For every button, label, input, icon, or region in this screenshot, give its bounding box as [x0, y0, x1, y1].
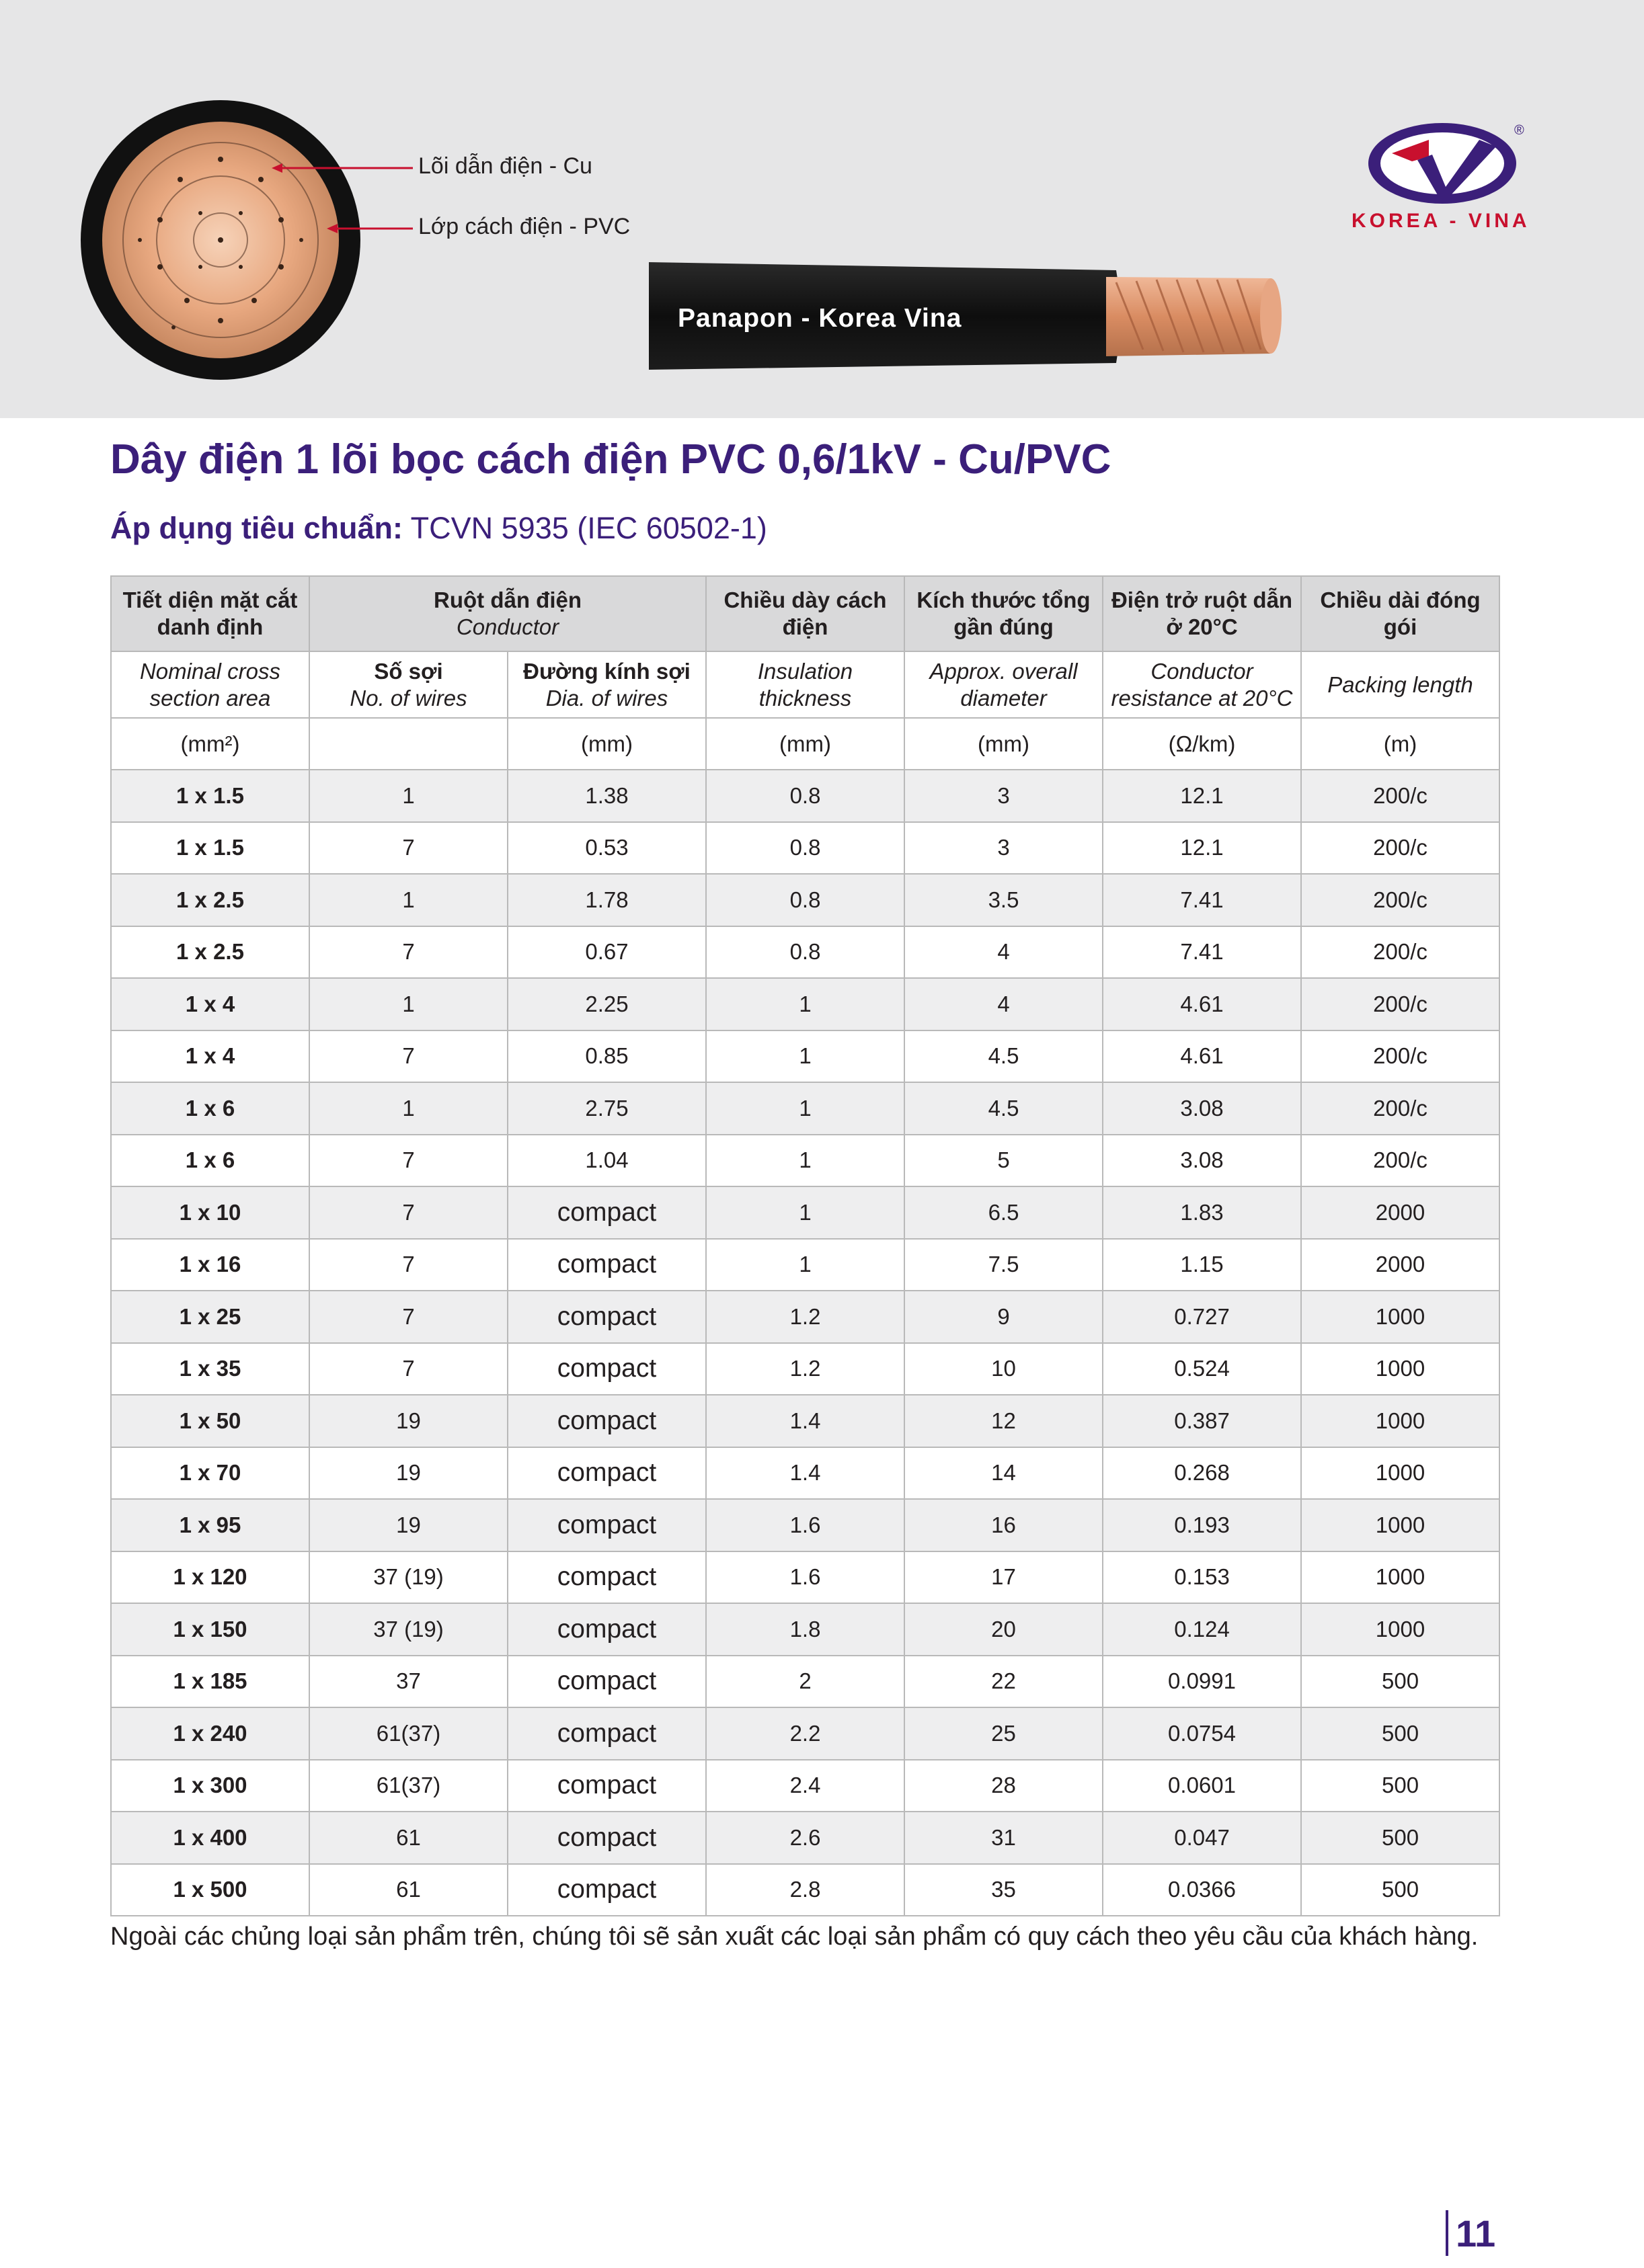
header-row [111, 576, 1499, 651]
cell-no-wires: 7 [309, 1186, 508, 1239]
cell-packing: 500 [1301, 1656, 1499, 1708]
cell-insulation: 2.6 [706, 1812, 904, 1864]
cell-no-wires: 61(37) [309, 1707, 508, 1760]
cell-diameter: 6.5 [904, 1186, 1103, 1239]
table-row [111, 1707, 1499, 1760]
table-row [111, 1135, 1499, 1187]
table-row [111, 770, 1499, 822]
units-row [111, 718, 1499, 770]
callout-insulation-label: Lớp cách điện - PVC [418, 214, 631, 239]
cell-dia-wires: compact [508, 1760, 706, 1812]
cell-diameter: 31 [904, 1812, 1103, 1864]
cell-packing: 1000 [1301, 1447, 1499, 1500]
table-row [111, 1343, 1499, 1395]
table-row [111, 1499, 1499, 1551]
cell-dia-wires: compact [508, 1291, 706, 1343]
cell-diameter: 28 [904, 1760, 1103, 1812]
table-row [111, 1812, 1499, 1864]
cell-dia-wires: 1.78 [508, 874, 706, 926]
cell-resistance: 7.41 [1103, 926, 1301, 979]
cell-packing: 1000 [1301, 1603, 1499, 1656]
cell-cross-section: 1 x 25 [111, 1291, 309, 1343]
table-row [111, 1186, 1499, 1239]
cell-diameter: 35 [904, 1864, 1103, 1916]
cell-insulation: 1 [706, 1239, 904, 1291]
cell-resistance: 0.524 [1103, 1343, 1301, 1395]
cell-cross-section: 1 x 120 [111, 1551, 309, 1604]
cell-dia-wires: compact [508, 1864, 706, 1916]
cell-diameter: 22 [904, 1656, 1103, 1708]
cell-no-wires: 7 [309, 1030, 508, 1083]
cell-diameter: 4.5 [904, 1082, 1103, 1135]
callout-pointers [0, 0, 471, 269]
table-row [111, 1656, 1499, 1708]
subheader-no-wires [309, 651, 508, 718]
table-row [111, 1447, 1499, 1500]
table-row [111, 1239, 1499, 1291]
cell-diameter: 4.5 [904, 1030, 1103, 1083]
unit-cell: (Ω/km) [1103, 718, 1301, 770]
cell-cross-section: 1 x 4 [111, 1030, 309, 1083]
cell-packing: 200/c [1301, 822, 1499, 875]
cell-resistance: 3.08 [1103, 1135, 1301, 1187]
cell-no-wires: 7 [309, 822, 508, 875]
cell-cross-section: 1 x 2.5 [111, 874, 309, 926]
cell-packing: 2000 [1301, 1239, 1499, 1291]
spec-table [110, 575, 1500, 1916]
header-resistance: Điện trở ruột dẫn ở 20°C [1103, 576, 1301, 651]
header-conductor-vi: Ruột dẫn điện [434, 588, 582, 612]
cell-resistance: 0.0754 [1103, 1707, 1301, 1760]
cell-insulation: 1 [706, 978, 904, 1030]
cell-packing: 500 [1301, 1864, 1499, 1916]
cell-no-wires: 19 [309, 1499, 508, 1551]
cell-packing: 1000 [1301, 1343, 1499, 1395]
cell-resistance: 3.08 [1103, 1082, 1301, 1135]
cell-dia-wires: compact [508, 1499, 706, 1551]
cell-dia-wires: 0.85 [508, 1030, 706, 1083]
table-row [111, 978, 1499, 1030]
cell-no-wires: 1 [309, 978, 508, 1030]
standard-line [110, 511, 767, 546]
subheader-resistance-text: Conductor resistance at 20°C [1111, 658, 1293, 711]
cell-no-wires: 7 [309, 1135, 508, 1187]
cell-insulation: 0.8 [706, 822, 904, 875]
cell-packing: 200/c [1301, 978, 1499, 1030]
cell-diameter: 5 [904, 1135, 1103, 1187]
cell-packing: 200/c [1301, 874, 1499, 926]
cell-cross-section: 1 x 150 [111, 1603, 309, 1656]
registered-mark: ® [1514, 123, 1524, 138]
header-diameter: Kích thước tổng gần đúng [904, 576, 1103, 651]
cell-cross-section: 1 x 6 [111, 1135, 309, 1187]
cell-packing: 2000 [1301, 1186, 1499, 1239]
cell-insulation: 2.4 [706, 1760, 904, 1812]
cell-resistance: 7.41 [1103, 874, 1301, 926]
cell-insulation: 2.8 [706, 1864, 904, 1916]
cell-resistance: 4.61 [1103, 1030, 1301, 1083]
cell-dia-wires: compact [508, 1239, 706, 1291]
subheader-resistance [1103, 651, 1301, 718]
cell-diameter: 17 [904, 1551, 1103, 1604]
table-row [111, 822, 1499, 875]
cell-cross-section: 1 x 6 [111, 1082, 309, 1135]
cell-insulation: 1.4 [706, 1447, 904, 1500]
cell-cross-section: 1 x 2.5 [111, 926, 309, 979]
unit-cell: (mm²) [111, 718, 309, 770]
cell-dia-wires: compact [508, 1603, 706, 1656]
cell-resistance: 0.124 [1103, 1603, 1301, 1656]
cell-diameter: 14 [904, 1447, 1103, 1500]
cell-diameter: 9 [904, 1291, 1103, 1343]
standard-label: Áp dụng tiêu chuẩn: [110, 511, 403, 545]
cell-insulation: 2.2 [706, 1707, 904, 1760]
table-row [111, 1395, 1499, 1447]
subheader-no-wires-vi: Số sợi [374, 658, 443, 684]
unit-cell: (mm) [508, 718, 706, 770]
header-packing: Chiều dài đóng gói [1301, 576, 1499, 651]
cell-diameter: 3 [904, 770, 1103, 822]
cell-diameter: 4 [904, 926, 1103, 979]
cell-insulation: 0.8 [706, 874, 904, 926]
subheader-diameter-text: Approx. overall diameter [929, 658, 1078, 711]
cell-dia-wires: compact [508, 1447, 706, 1500]
cell-resistance: 1.83 [1103, 1186, 1301, 1239]
cell-dia-wires: 2.75 [508, 1082, 706, 1135]
standard-value: TCVN 5935 (IEC 60502-1) [402, 511, 767, 545]
cell-diameter: 4 [904, 978, 1103, 1030]
cell-cross-section: 1 x 16 [111, 1239, 309, 1291]
cell-packing: 500 [1301, 1707, 1499, 1760]
subheader-dia-wires-vi: Đường kính sợi [523, 658, 691, 684]
unit-cell [309, 718, 508, 770]
cell-insulation: 1.2 [706, 1343, 904, 1395]
subheader-row [111, 651, 1499, 718]
cell-diameter: 25 [904, 1707, 1103, 1760]
table-row [111, 1082, 1499, 1135]
table-row [111, 1760, 1499, 1812]
cell-packing: 1000 [1301, 1395, 1499, 1447]
cell-resistance: 0.047 [1103, 1812, 1301, 1864]
page-title: Dây điện 1 lõi bọc cách điện PVC 0,6/1kV - Cu/PVC [110, 436, 1111, 483]
cell-dia-wires: compact [508, 1707, 706, 1760]
cell-insulation: 1 [706, 1082, 904, 1135]
cell-packing: 500 [1301, 1812, 1499, 1864]
table-row [111, 1030, 1499, 1083]
cell-dia-wires: compact [508, 1186, 706, 1239]
page-number: 11 [1456, 2212, 1496, 2255]
cell-no-wires: 37 (19) [309, 1551, 508, 1604]
cell-insulation: 1 [706, 1030, 904, 1083]
subheader-packing [1301, 651, 1499, 718]
cell-dia-wires: 0.67 [508, 926, 706, 979]
cell-cross-section: 1 x 95 [111, 1499, 309, 1551]
cell-packing: 1000 [1301, 1551, 1499, 1604]
page-number-divider [1446, 2210, 1448, 2256]
cell-dia-wires: compact [508, 1656, 706, 1708]
subheader-diameter [904, 651, 1103, 718]
cell-packing: 500 [1301, 1760, 1499, 1812]
cell-diameter: 10 [904, 1343, 1103, 1395]
brand-name: KOREA - VINA [1352, 210, 1530, 232]
subheader-dia-wires-en: Dia. of wires [545, 685, 668, 711]
footnote: Ngoài các chủng loại sản phẩm trên, chúng tôi sẽ sản xuất các loại sản phẩm có quy cách theo yêu cầu của khách hàng. [110, 1922, 1479, 1951]
cell-cross-section: 1 x 240 [111, 1707, 309, 1760]
unit-cell: (mm) [706, 718, 904, 770]
cell-no-wires: 7 [309, 1291, 508, 1343]
cell-dia-wires: 0.53 [508, 822, 706, 875]
cell-resistance: 4.61 [1103, 978, 1301, 1030]
cell-no-wires: 7 [309, 1239, 508, 1291]
cell-resistance: 0.0601 [1103, 1760, 1301, 1812]
cell-no-wires: 7 [309, 1343, 508, 1395]
cell-insulation: 2 [706, 1656, 904, 1708]
cell-packing: 200/c [1301, 1135, 1499, 1187]
subheader-cross-section-text: Nominal cross section area [139, 658, 281, 711]
cell-no-wires: 7 [309, 926, 508, 979]
cell-cross-section: 1 x 70 [111, 1447, 309, 1500]
cell-packing: 1000 [1301, 1499, 1499, 1551]
cell-cross-section: 1 x 1.5 [111, 822, 309, 875]
cell-no-wires: 37 (19) [309, 1603, 508, 1656]
header-conductor [309, 576, 706, 651]
cell-dia-wires: compact [508, 1812, 706, 1864]
cell-no-wires: 19 [309, 1447, 508, 1500]
table-row [111, 1551, 1499, 1604]
cell-dia-wires: 2.25 [508, 978, 706, 1030]
cell-insulation: 1.6 [706, 1499, 904, 1551]
subheader-insulation [706, 651, 904, 718]
cell-dia-wires: compact [508, 1551, 706, 1604]
cell-resistance: 1.15 [1103, 1239, 1301, 1291]
cell-packing: 200/c [1301, 1030, 1499, 1083]
cell-diameter: 3 [904, 822, 1103, 875]
cell-resistance: 12.1 [1103, 822, 1301, 875]
cell-cross-section: 1 x 185 [111, 1656, 309, 1708]
cell-packing: 1000 [1301, 1291, 1499, 1343]
cell-packing: 200/c [1301, 770, 1499, 822]
table-row [111, 1864, 1499, 1916]
cell-no-wires: 1 [309, 874, 508, 926]
cell-dia-wires: 1.04 [508, 1135, 706, 1187]
cell-insulation: 0.8 [706, 926, 904, 979]
cell-resistance: 0.0366 [1103, 1864, 1301, 1916]
cell-no-wires: 19 [309, 1395, 508, 1447]
cell-no-wires: 61 [309, 1864, 508, 1916]
cell-insulation: 1 [706, 1135, 904, 1187]
cell-diameter: 20 [904, 1603, 1103, 1656]
cell-resistance: 0.387 [1103, 1395, 1301, 1447]
cell-cross-section: 1 x 35 [111, 1343, 309, 1395]
header-insulation: Chiều dày cách điện [706, 576, 904, 651]
cell-resistance: 0.0991 [1103, 1656, 1301, 1708]
cell-packing: 200/c [1301, 1082, 1499, 1135]
cell-diameter: 16 [904, 1499, 1103, 1551]
subheader-no-wires-en: No. of wires [350, 685, 467, 711]
table-row [111, 1603, 1499, 1656]
cell-insulation: 1.6 [706, 1551, 904, 1604]
unit-cell: (mm) [904, 718, 1103, 770]
cell-resistance: 12.1 [1103, 770, 1301, 822]
cell-resistance: 0.153 [1103, 1551, 1301, 1604]
cell-resistance: 0.268 [1103, 1447, 1301, 1500]
cell-insulation: 1 [706, 1186, 904, 1239]
cell-insulation: 1.4 [706, 1395, 904, 1447]
cell-cross-section: 1 x 500 [111, 1864, 309, 1916]
cable-brand-label: Panapon - Korea Vina [678, 304, 962, 333]
cell-cross-section: 1 x 4 [111, 978, 309, 1030]
cell-no-wires: 61(37) [309, 1760, 508, 1812]
cell-no-wires: 1 [309, 1082, 508, 1135]
subheader-cross-section [111, 651, 309, 718]
table-row [111, 1291, 1499, 1343]
cell-cross-section: 1 x 300 [111, 1760, 309, 1812]
cell-dia-wires: compact [508, 1395, 706, 1447]
cell-dia-wires: 1.38 [508, 770, 706, 822]
cell-diameter: 3.5 [904, 874, 1103, 926]
callout-core-label: Lõi dẫn điện - Cu [418, 153, 592, 179]
cell-no-wires: 1 [309, 770, 508, 822]
cell-cross-section: 1 x 1.5 [111, 770, 309, 822]
cell-no-wires: 61 [309, 1812, 508, 1864]
cell-resistance: 0.727 [1103, 1291, 1301, 1343]
cell-diameter: 12 [904, 1395, 1103, 1447]
cell-insulation: 0.8 [706, 770, 904, 822]
table-row [111, 874, 1499, 926]
cell-packing: 200/c [1301, 926, 1499, 979]
cell-cross-section: 1 x 50 [111, 1395, 309, 1447]
subheader-packing-text: Packing length [1327, 672, 1473, 697]
unit-cell: (m) [1301, 718, 1499, 770]
subheader-dia-wires [508, 651, 706, 718]
cell-no-wires: 37 [309, 1656, 508, 1708]
korea-vina-logo [1365, 120, 1526, 207]
cell-insulation: 1.8 [706, 1603, 904, 1656]
table-row [111, 926, 1499, 979]
cell-resistance: 0.193 [1103, 1499, 1301, 1551]
cell-dia-wires: compact [508, 1343, 706, 1395]
cell-diameter: 7.5 [904, 1239, 1103, 1291]
cell-insulation: 1.2 [706, 1291, 904, 1343]
subheader-insulation-text: Insulation thickness [757, 658, 853, 711]
cell-cross-section: 1 x 10 [111, 1186, 309, 1239]
cell-cross-section: 1 x 400 [111, 1812, 309, 1864]
header-conductor-en: Conductor [456, 614, 559, 639]
header-cross-section: Tiết diện mặt cắt danh định [111, 576, 309, 651]
